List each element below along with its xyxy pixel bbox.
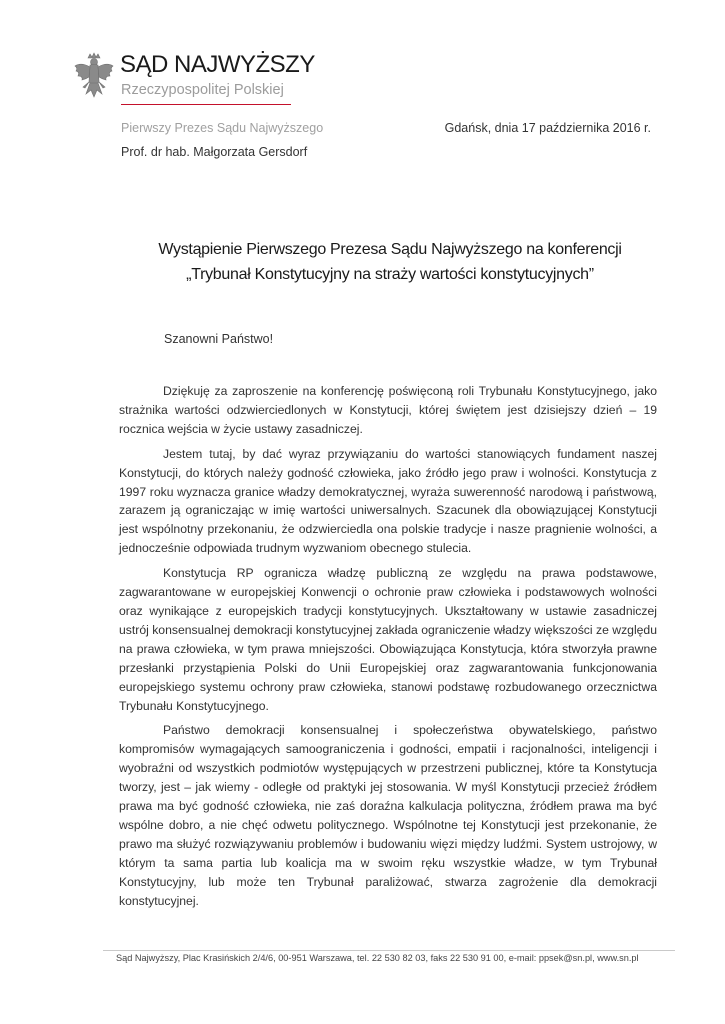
institution-subtitle: Rzeczypospolitej Polskiej	[121, 82, 284, 98]
body-paragraph-1: Dziękuję za zaproszenie na konferencję poświęconą roli Trybunału Konstytucyjnego, jako strażnika wartości odzwierciedlonych w Konstytucji, której świętem jest dzisiejszy dzień – 19 rocznica wejścia w życie ustawy zasadniczej.	[119, 384, 657, 436]
document-body	[119, 382, 657, 916]
body-paragraph-3: Konstytucja RP ogranicza władzę publiczną ze względu na prawa podstawowe, zagwarantowane w europejskiej Konwencji o ochronie praw człowieka i podstawowych wolności oraz wynikające z europejskich tradycji konstytucyjnych. Ukształtowany w ustawie zasadniczej ustrój konsensualnej demokracji konstytucyjnej zakłada ograniczenie władzy większości ze względu na prawa człowieka, w tym prawa mniejszości. Obowiązująca Konstytucja, która stworzyła prawne przesłanki przystąpienia Polski do Unii Europejskiej oraz zagwarantowania funkcjonowania europejskiego systemu ochrony praw człowieka, stanowi podstawę rozbudowanego orzecznictwa Trybunału Konstytucyjnego.	[119, 566, 657, 713]
institution-name: SĄD NAJWYŻSZY	[120, 51, 315, 78]
author-name: Prof. dr hab. Małgorzata Gersdorf	[121, 145, 308, 159]
body-paragraph-2: Jestem tutaj, by dać wyraz przywiązaniu do wartości stanowiących fundament naszej Konstytucji, do których należy godność człowieka, jako źródło jego praw i wolności. Konstytucja z 1997 roku wyznacza granice władzy demokratycznej, wyraża suwerenność narodową i państwową, zarazem ją ograniczając w imię wartości uniwersalnych. Szacunek dla obowiązującej Konstytucji jest wspólnotny przekonaniu, że odzwierciedla ona polskie tradycje i nasze pragnienie wolności, a jednocześnie odpowiada trudnym wyzwaniom obecnego stulecia.	[119, 446, 657, 556]
place-and-date: Gdańsk, dnia 17 października 2016 r.	[444, 121, 651, 135]
salutation: Szanowni Państwo!	[164, 332, 274, 346]
office-name: Pierwszy Prezes Sądu Najwyższego	[121, 121, 324, 135]
document-title-line-1: Wystąpienie Pierwszego Prezesa Sądu Najwyższego na konferencji	[158, 241, 622, 258]
body-paragraph-4: Państwo demokracji konsensualnej i społeczeństwa obywatelskiego, państwo kompromisów wymagających samoograniczenia i godności, empatii i racjonalności, inteligencji i wyobraźni od wszystkich podmiotów występujących w przestrzeni publicznej, które ta Konstytucja tworzy, jest – jak wiemy - odległe od praktyki jej stosowania. W myśl Konstytucji przecież źródłem prawa ma być godność człowieka, nie zaś doraźna kalkulacja polityczna, źródłem prawa ma być wspólne dobro, a nie chęć odwetu politycznego. Wspólnotne tej Konstytucji jest przekonanie, że prawo ma służyć rozwiązywaniu problemów i budowaniu więzi między ludźmi. System ustrojowy, w którym ta sama partia lub koalicja ma w swoim ręku wszystkie władze, w tym Trybunał Konstytucyjny, lub może ten Trybunał paraliżować, stwarza zagrożenie dla demokracji konstytucyjnej.	[119, 723, 657, 908]
polish-eagle-emblem-icon	[72, 52, 116, 102]
footer-rule	[103, 950, 675, 951]
footer-contact: Sąd Najwyższy, Plac Krasińskich 2/4/6, 00-951 Warszawa, tel. 22 530 82 03, faks 22 530 91 00, e-mail: ppsek@sn.pl, www.sn.pl	[116, 953, 639, 963]
document-title-line-2: „Trybunał Konstytucyjny na straży wartości konstytucyjnych”	[186, 266, 594, 283]
header-accent-rule	[121, 104, 291, 105]
